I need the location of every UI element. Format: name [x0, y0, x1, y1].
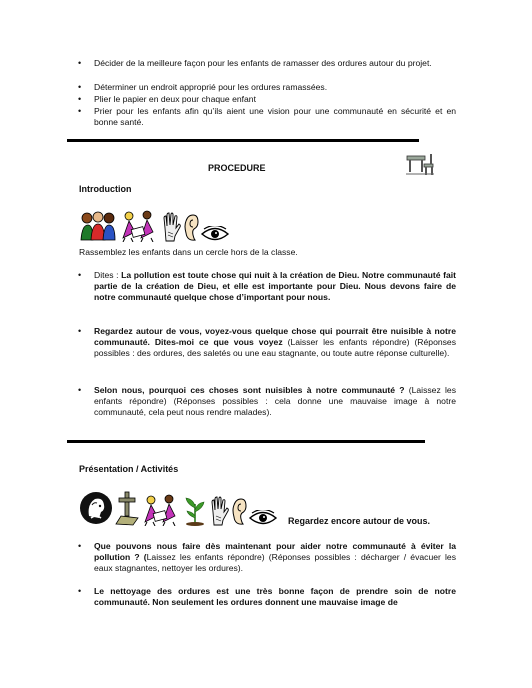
hand-icon [161, 212, 181, 242]
eye-icon [201, 226, 229, 242]
classroom-desk-icon [404, 150, 436, 183]
introduction-heading: Introduction [79, 184, 132, 194]
section-divider [67, 139, 419, 142]
procedure-title: PROCEDURE [208, 163, 266, 173]
list-item: • Plier le papier en deux pour chaque enfant [78, 94, 256, 104]
icon-caption: Regardez encore autour de vous. [288, 516, 431, 526]
presentation-icons [79, 490, 277, 526]
list-item: • Prier pour les enfants afin qu’ils aient une vision pour une communauté en sécurité et en bonne santé. [78, 106, 456, 128]
list-item: • Dites : La pollution est toute chose qui nuit à la création de Dieu. Notre communauté fait partie de la création de Dieu, et elle est importante pour Dieu. Nous devons faire de notre communauté quelque chose d’important pour nous. [78, 270, 456, 303]
ear-icon [183, 214, 199, 242]
praying-head-icon [79, 490, 113, 526]
writing-kids-icon [119, 210, 159, 242]
list-item: • Selon nous, pourquoi ces choses sont nuisibles à notre communauté ? (Laissez les enfants répondre) (Réponses possibles : cela donne une mauvaise image à notre communauté, cela peut nous rendre malades). [78, 385, 456, 418]
writing-kids-icon [141, 494, 181, 526]
list-item: • Que pouvons nous faire dès maintenant pour aider notre communauté à éviter la pollution ? (Laissez les enfants répondre) (Réponses possibles : décharger / évacuer les eaux stagnantes, nettoyer les ordures). [78, 541, 456, 574]
eye-icon [249, 510, 277, 526]
list-item: • Décider de la meilleure façon pour les enfants de ramasser des ordures autour du projet. [78, 58, 432, 68]
ear-icon [231, 498, 247, 526]
plant-seedling-icon [183, 494, 207, 526]
introduction-icons [79, 210, 229, 242]
list-item: • Déterminer un endroit approprié pour les ordures ramassées. [78, 82, 328, 92]
hand-icon [209, 496, 229, 526]
list-item: • Regardez autour de vous, voyez-vous quelque chose qui pourrait être nuisible à notre communauté. Dites-moi ce que vous voyez (Laisser les enfants répondre) (Réponses possibles : des ordures, des saletés ou une eau stagnante, ou toute autre réponse culturelle). [78, 326, 456, 359]
cross-bible-icon [115, 490, 139, 526]
presentation-heading: Présentation / Activités [79, 464, 179, 474]
children-group-icon [79, 210, 117, 242]
section-divider [67, 440, 425, 443]
list-item: • Le nettoyage des ordures est une très bonne façon de prendre soin de notre communauté. Non seulement les ordures donnent une mauvaise image de [78, 586, 456, 608]
introduction-instruction: Rassemblez les enfants dans un cercle hors de la classe. [79, 247, 298, 257]
